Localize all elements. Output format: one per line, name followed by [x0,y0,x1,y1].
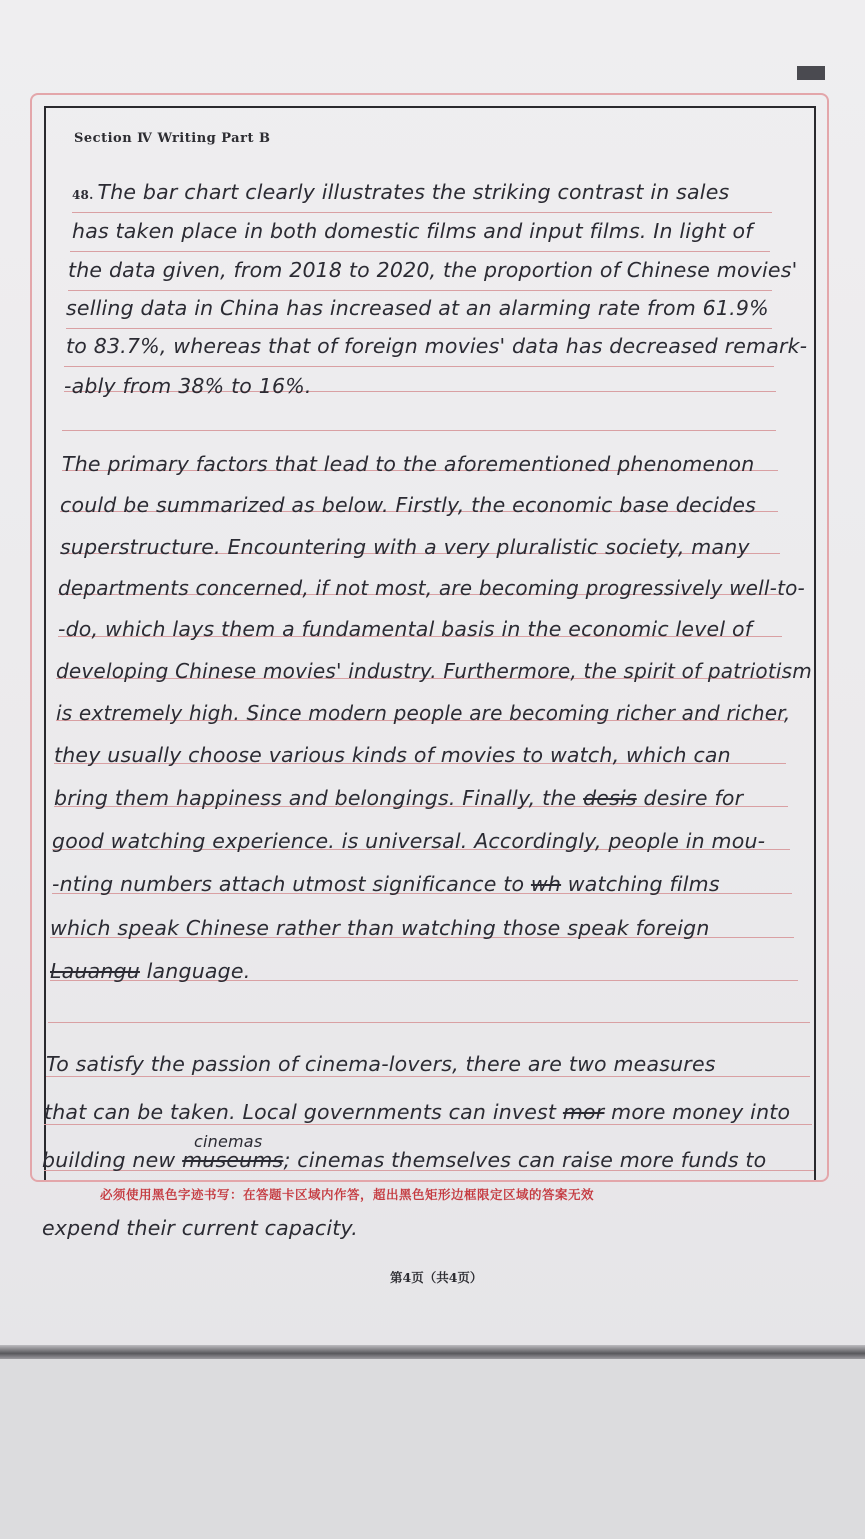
essay-line [72,180,729,204]
essay-line-text: -nting numbers attach utmost significance to [52,872,531,896]
essay-line-text: desire for [636,786,744,810]
essay-line-text: that can be taken. Local governments can invest [44,1100,563,1124]
essay-line: which speak Chinese rather than watching those speak foreign [50,916,710,940]
essay-line [54,786,743,810]
essay-line: -do, which lays them a fundamental basis in the economic level of [58,617,753,641]
struck-word: Lauangu [50,959,140,983]
essay-line: good watching experience. is universal. Accordingly, people in mou- [52,829,766,853]
essay-line [52,872,720,896]
struck-word: mor [562,1100,605,1124]
question-number: 48. [72,188,94,202]
essay-line-text: watching films [561,872,720,896]
struck-word: desis [583,786,637,810]
essay-line-text: language. [139,959,251,983]
essay-line-text: building new [42,1148,183,1172]
ruled-line [64,366,774,367]
essay-line: they usually choose various kinds of movies to watch, which can [54,743,731,767]
inserted-word: cinemas [194,1132,263,1151]
ruled-line [66,328,772,329]
essay-line-outside-box: expend their current capacity. [42,1216,358,1240]
essay-line: developing Chinese movies' industry. Furthermore, the spirit of patriotism [56,659,812,683]
ruled-line [70,251,770,252]
essay-line: has taken place in both domestic films and input films. In light of [72,219,753,243]
essay-line [44,1100,790,1124]
essay-line: is extremely high. Since modern people are becoming richer and richer, [56,701,791,725]
essay-line [42,1148,766,1172]
essay-line: the data given, from 2018 to 2020, the proportion of Chinese movies' [68,258,798,282]
paper-bottom-edge [0,1345,865,1359]
essay-line: departments concerned, if not most, are becoming progressively well-to- [58,576,805,600]
struck-word: wh [530,872,562,896]
essay-line [50,959,250,983]
essay-line: selling data in China has increased at an alarming rate from 61.9% [66,296,769,320]
ruled-line [68,290,772,291]
ruled-line [44,1124,812,1125]
ruled-line [48,1022,810,1023]
essay-line: -ably from 38% to 16%. [64,374,312,398]
ruled-line [62,430,776,431]
essay-line: To satisfy the passion of cinema-lovers, there are two measures [46,1052,716,1076]
essay-line-text: ; cinemas themselves can raise more funds to [283,1148,767,1172]
essay-line: could be summarized as below. Firstly, the economic base decides [60,493,757,517]
essay-line: to 83.7%, whereas that of foreign movies' data has decreased remark- [66,334,808,358]
page-number: 第4页（共4页） [390,1270,483,1285]
section-title: Section Ⅳ Writing Part B [74,131,271,146]
struck-word: museums [182,1148,284,1172]
ruled-line [72,212,772,213]
essay-line-text: The bar chart clearly illustrates the striking contrast in sales [97,180,730,204]
instruction-warning: 必须使用黑色字迹书写：在答题卡区域内作答，超出黑色矩形边框限定区域的答案无效 [100,1187,595,1202]
ruled-line [46,1076,810,1077]
essay-line: The primary factors that lead to the aforementioned phenomenon [62,452,755,476]
corner-alignment-mark [797,66,825,80]
essay-line-text: bring them happiness and belongings. Finally, the [54,786,584,810]
essay-line-text: more money into [604,1100,791,1124]
essay-line: superstructure. Encountering with a very pluralistic society, many [60,535,750,559]
